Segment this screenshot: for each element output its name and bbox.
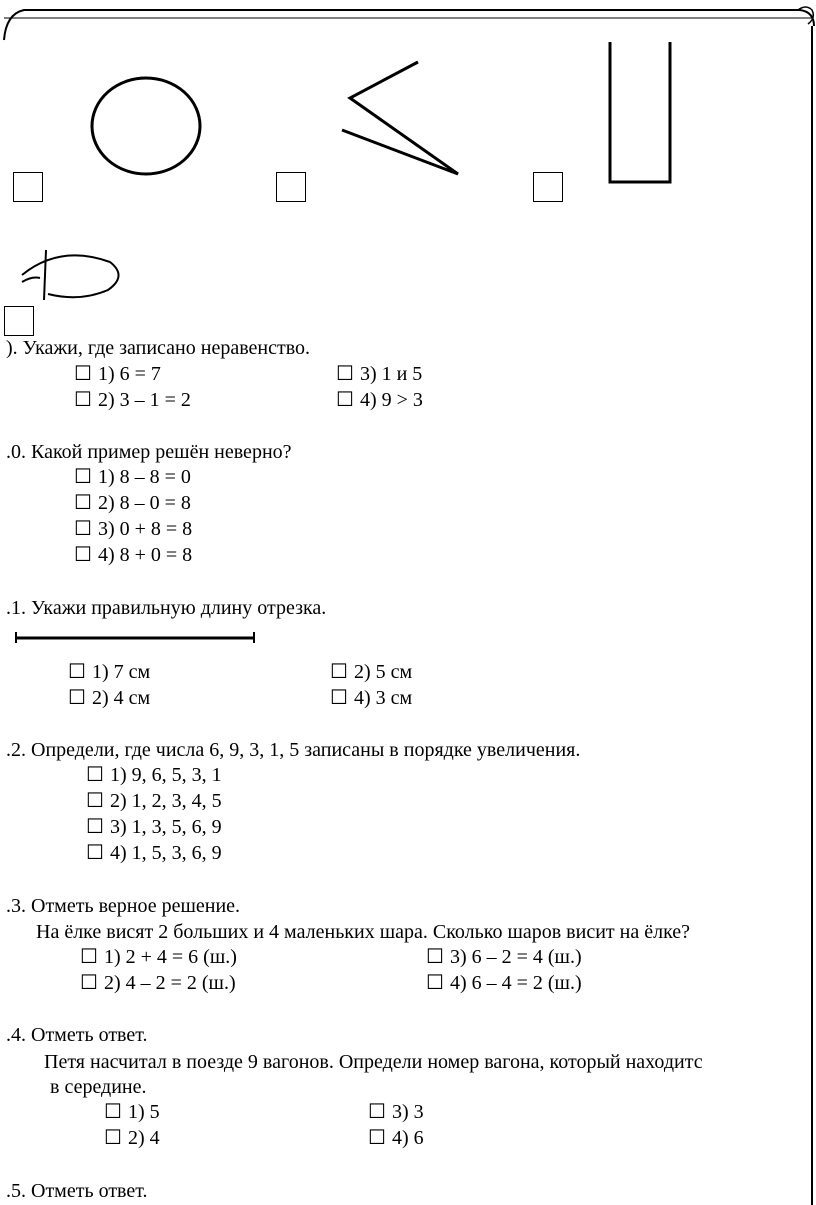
q11-option-2[interactable]: ☐ 2) 5 см: [330, 661, 413, 683]
q12-option-1[interactable]: ☐ 1) 9, 6, 5, 3, 1: [86, 764, 222, 786]
checkbox-icon[interactable]: ☐: [74, 544, 92, 566]
checkbox-icon[interactable]: ☐: [336, 389, 354, 411]
q10-option-1[interactable]: ☐ 1) 8 – 8 = 0: [74, 466, 191, 488]
question-14-text-line2: в середине.: [50, 1076, 147, 1098]
q13-option-4[interactable]: ☐ 4) 6 – 4 = 2 (ш.): [426, 972, 582, 994]
checkbox-icon[interactable]: ☐: [426, 972, 444, 994]
question-10-title: .0. Какой пример решён неверно?: [6, 441, 292, 463]
checkbox-icon[interactable]: ☐: [330, 687, 348, 709]
ellipse-with-line-figure: [22, 250, 119, 300]
checkbox-icon[interactable]: ☐: [74, 492, 92, 514]
checkbox-icon[interactable]: ☐: [368, 1101, 386, 1123]
figures-area: [0, 0, 816, 340]
question-14-title: .4. Отметь ответ.: [6, 1024, 148, 1046]
checkbox-icon[interactable]: ☐: [86, 764, 104, 786]
angle-figure: [342, 62, 458, 174]
checkbox-icon[interactable]: ☐: [80, 946, 98, 968]
question-13-title: .3. Отметь верное решение.: [6, 895, 241, 917]
checkbox-icon[interactable]: ☐: [86, 816, 104, 838]
q14-option-2[interactable]: ☐ 2) 4: [104, 1127, 160, 1149]
checkbox-icon[interactable]: ☐: [104, 1127, 122, 1149]
checkbox-icon[interactable]: ☐: [74, 518, 92, 540]
checkbox-icon[interactable]: ☐: [86, 842, 104, 864]
q14-option-4[interactable]: ☐ 4) 6: [368, 1127, 424, 1149]
question-14-text-line1: Петя насчитал в поезде 9 вагонов. Определи номер вагона, который находитс: [44, 1051, 703, 1073]
q10-option-4[interactable]: ☐ 4) 8 + 0 = 8: [74, 544, 193, 566]
question-12-title: .2. Определи, где числа 6, 9, 3, 1, 5 записаны в порядке увеличения.: [6, 739, 581, 761]
q9-option-1[interactable]: ☐ 1) 6 = 7: [74, 363, 161, 385]
q13-option-3[interactable]: ☐ 3) 6 – 2 = 4 (ш.): [426, 946, 582, 968]
checkbox-icon[interactable]: ☐: [68, 687, 86, 709]
checkbox-icon[interactable]: ☐: [86, 790, 104, 812]
checkbox-icon[interactable]: ☐: [68, 661, 86, 683]
q9-option-4[interactable]: ☐ 4) 9 > 3: [336, 389, 423, 411]
q13-option-1[interactable]: ☐ 1) 2 + 4 = 6 (ш.): [80, 946, 237, 968]
q12-option-2[interactable]: ☐ 2) 1, 2, 3, 4, 5: [86, 790, 222, 812]
q11-option-3[interactable]: ☐ 2) 4 см: [68, 687, 151, 709]
checkbox-icon[interactable]: ☐: [80, 972, 98, 994]
figure-checkbox-3[interactable]: [533, 172, 563, 202]
question-13-text: На ёлке висят 2 больших и 4 маленьких шара. Сколько шаров висит на ёлке?: [36, 921, 691, 943]
checkbox-icon[interactable]: ☐: [74, 363, 92, 385]
q14-option-1[interactable]: ☐ 1) 5: [104, 1101, 160, 1123]
q12-option-4[interactable]: ☐ 4) 1, 5, 3, 6, 9: [86, 842, 222, 864]
question-9-title: ). Укажи, где записано неравенство.: [6, 337, 311, 359]
figure-checkbox-2[interactable]: [276, 172, 306, 202]
q10-option-3[interactable]: ☐ 3) 0 + 8 = 8: [74, 518, 193, 540]
figure-checkbox-4[interactable]: [4, 306, 34, 336]
checkbox-icon[interactable]: ☐: [104, 1101, 122, 1123]
q11-option-1[interactable]: ☐ 1) 7 см: [68, 661, 151, 683]
q14-option-3[interactable]: ☐ 3) 3: [368, 1101, 424, 1123]
checkbox-icon[interactable]: ☐: [426, 946, 444, 968]
figure-checkbox-1[interactable]: [13, 172, 43, 202]
segment-figure: [14, 630, 258, 644]
q12-option-3[interactable]: ☐ 3) 1, 3, 5, 6, 9: [86, 816, 222, 838]
q10-option-2[interactable]: ☐ 2) 8 – 0 = 8: [74, 492, 191, 514]
checkbox-icon[interactable]: ☐: [74, 466, 92, 488]
q9-option-2[interactable]: ☐ 2) 3 – 1 = 2: [74, 389, 191, 411]
question-11-title: .1. Укажи правильную длину отрезка.: [6, 597, 327, 619]
q9-option-3[interactable]: ☐ 3) 1 и 5: [336, 363, 423, 385]
q11-option-4[interactable]: ☐ 4) 3 см: [330, 687, 413, 709]
question-15-title: .5. Отметь ответ.: [6, 1180, 148, 1202]
checkbox-icon[interactable]: ☐: [368, 1127, 386, 1149]
open-rectangle-figure: [610, 42, 670, 182]
circle-figure: [92, 78, 200, 174]
checkbox-icon[interactable]: ☐: [74, 389, 92, 411]
checkbox-icon[interactable]: ☐: [330, 661, 348, 683]
checkbox-icon[interactable]: ☐: [336, 363, 354, 385]
q13-option-2[interactable]: ☐ 2) 4 – 2 = 2 (ш.): [80, 972, 236, 994]
